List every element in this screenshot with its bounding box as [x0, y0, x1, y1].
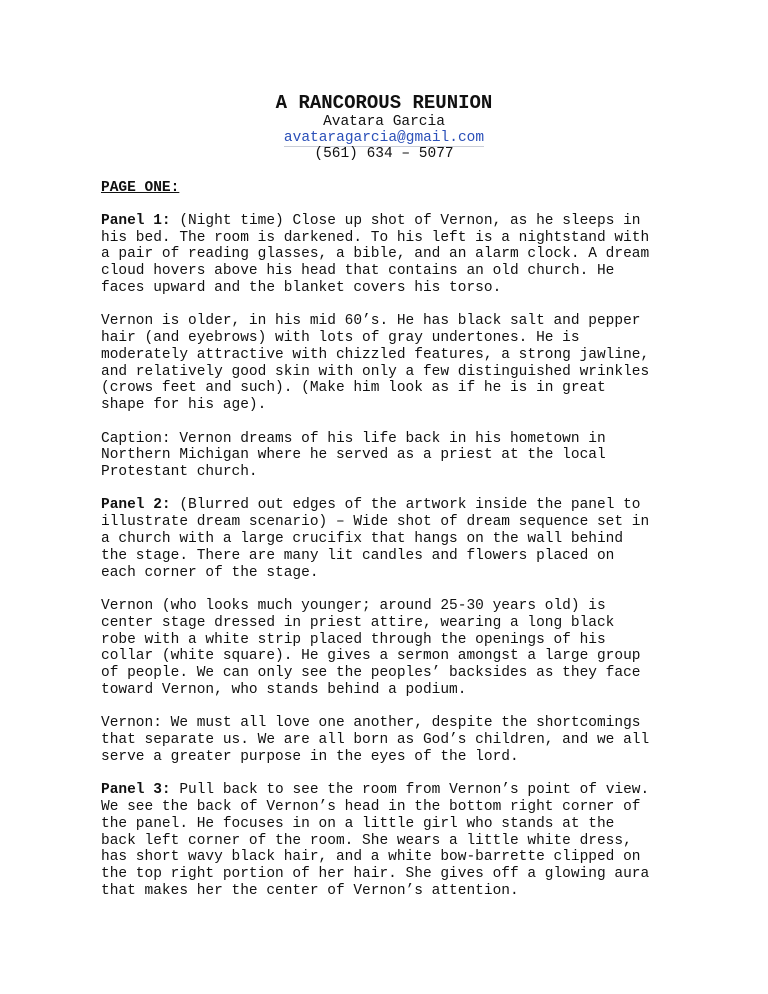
panel-3-label: Panel 3: — [101, 782, 171, 799]
panel-2-paragraph — [101, 497, 681, 581]
author-name: Avatara Garcia — [323, 114, 445, 130]
author-email-link[interactable]: avataragarcia@gmail.com — [283, 130, 485, 146]
document-title: A RANCOROUS REUNION — [275, 92, 493, 114]
panel-3-paragraph — [101, 782, 681, 900]
panel-2-label: Panel 2: — [101, 497, 171, 514]
panel-2-text: (Blurred out edges of the artwork inside the panel to illustrate dream scenario) – Wide shot of dream sequence set in a church with a large crucifix that hangs on the wall behind the stage. There are many lit candles and flowers placed on each corner of the stage. — [101, 497, 650, 581]
vernon-description-paragraph: Vernon is older, in his mid 60’s. He has black salt and pepper hair (and eyebrows) with lots of gray undertones. He is moderately attractive with chizzled features, a strong jawline, and relatively good skin with only a few distinguished wrinkles (crows feet and such). (Make him look as if he is in great shape for his age). — [101, 313, 650, 414]
vernon-dialogue-paragraph: Vernon: We must all love one another, despite the shortcomings that separate us. We are all born as God’s children, and we all serve a greater purpose in the eyes of the lord. — [101, 715, 650, 765]
panel-3-text: Pull back to see the room from Vernon’s point of view. We see the back of Vernon’s head in the bottom right corner of the panel. He focuses in on a little girl who stands at the back left corner of the room. She wears a little white dress, has short wavy black hair, and a white bow-barrette clipped on the top right portion of her hair. She gives off a glowing aura that makes her the center of Vernon’s attention. — [101, 782, 650, 899]
panel-1-paragraph — [101, 213, 681, 297]
page-one-heading: PAGE ONE: — [101, 180, 180, 196]
caption-paragraph: Caption: Vernon dreams of his life back in his hometown in Northern Michigan where he served as a priest at the local Protestant church. — [101, 430, 606, 481]
title-block — [0, 92, 768, 162]
panel-1-text: (Night time) Close up shot of Vernon, as he sleeps in his bed. The room is darkened. To his left is a nightstand with a pair of reading glasses, a bible, and an alarm clock. A dream cloud hovers above his head that contains an old church. He faces upward and the blanket covers his torso. — [101, 212, 650, 296]
panel-1-label: Panel 1: — [101, 212, 171, 229]
young-vernon-paragraph: Vernon (who looks much younger; around 25-30 years old) is center stage dressed in priest attire, wearing a long black robe with a white strip placed through the openings of his collar (white square). He gives a sermon amongst a large group of people. We can only see the peoples’ backsides as they face toward Vernon, who stands behind a podium. — [101, 597, 641, 698]
script-body — [101, 180, 681, 916]
author-phone: (561) 634 – 5077 — [314, 146, 454, 162]
author-email-line — [0, 130, 768, 146]
